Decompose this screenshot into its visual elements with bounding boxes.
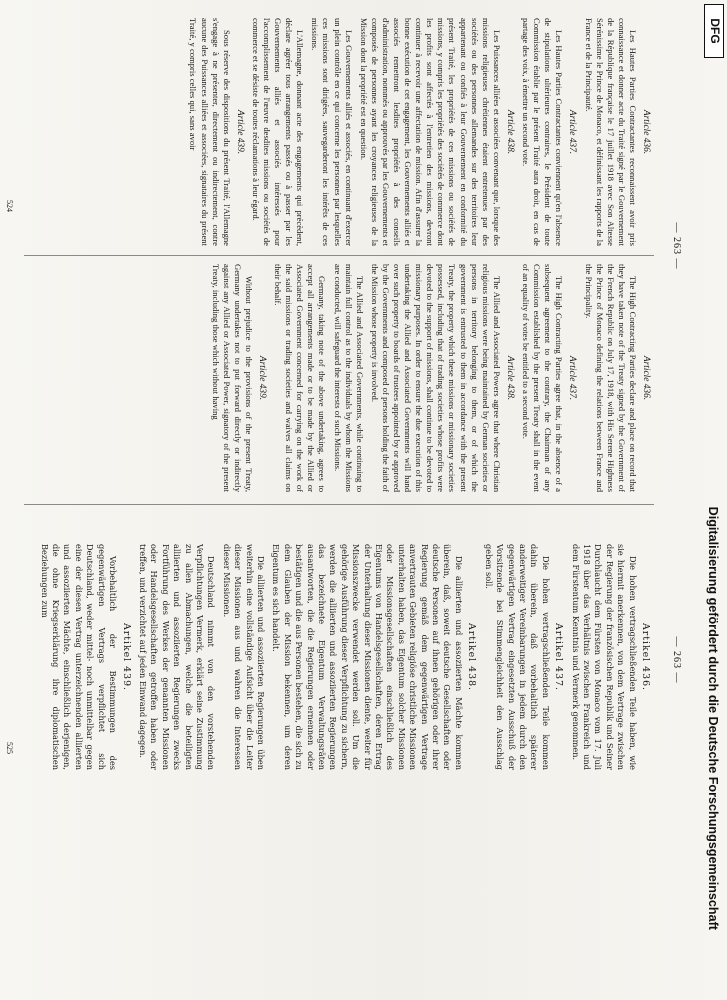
article-438-text3-fr: L'Allemagne, donnant acte des engagements qui précèdent, déclare agréer tous arrangements passés ou à passer par les Gouvernements alliés et associés intéressés pour l'accomplissement de l'œuvre desdites missions ou sociétés de commerce et se désiste de toutes réclamations à leur égard. <box>250 18 306 246</box>
article-439-text-en: Without prejudice to the provisions of the present Treaty, Germany undertakes not to put forward directly or indirectly against any Allied or Associated Power, signatory of the present Treaty, including those which without having <box>210 264 254 492</box>
digitization-credit <box>701 10 725 990</box>
article-436-heading-fr: Article 436. <box>641 109 651 155</box>
article-438-text-en: The Allied and Associated Powers agree that where Christian religious missions were being maintained by German societies or persons in territory belonging to them, or of which the government is entrusted to them in accordance with the present Treaty, the property which these missions or missionary societies possessed, including that of trading societies whose profits were devoted to the support of missions, shall continue to be devoted to missionary purposes. In order to ensure the due execution of this undertaking the Allied and Associated Governments will hand over such property to boards of trustees appointed by or approved by the Governments and composed of persons holding the faith of the Mission whose property is involved. <box>369 264 502 492</box>
article-436-text-fr: Les Hautes Parties Contractantes reconnaissent avoir pris connaissance et donner acte du Traité signé par le Gouvernement de la République française le 17 juillet 1918 avec Son Altesse Sérénissime le Prince de Monaco, et définissant les rapports de la France et de la Principauté. <box>583 18 638 246</box>
article-439-text-de: Vorbehaltlich der Bestimmungen des gegenwärtigen Vertrags verpflichtet sich Deutschland, weder mittel- noch unmittelbar gegen eine der diesen Vertrag unterzeichnenden alliierten und assoziierten Mächte, einschließlich derjenigen, die ohne Kriegserklärung ihre diplomatischen Beziehungen zum <box>39 544 119 770</box>
article-438-text-de: Die alliierten und assoziierten Mächte kommen überein, daß, soweit deutsche Gesellschaften oder deutsche Personen auf ihnen gehörigen oder ihrer Regierung gemäß dem gegenwärtigen Vertrage anvertrauten Gebieten religiöse christliche Missionen unterhalten haben, das Eigentum solcher Missionen oder Missionsgesellschaften einschließlich des Eigentums von Handelsgesellschaften, deren Ertrag der Unterhaltung dieser Missionen diente, weiter für Missionszwecke verwendet werden soll. Um die gehörige Ausführung dieser Verpflichtung zu sichern, werden die alliierten und assoziierten Regierungen das bezeichnete Eigentum Verwaltungsräten ausantworten, die die Regierungen ernennen oder bestätigen und die aus Personen bestehen, die sich zu dem Glauben der Mission bekennen, um deren Eigentum es sich handelt. <box>271 544 464 770</box>
page-number-right: — 263 — <box>671 636 682 684</box>
article-438-text3-en: Germany, taking note of the above undertaking, agrees to accept all arrangements made or to be made by the Allied or Associated Government concerned for carrying on the work of the said missions or trading societies and waives all claims on their behalf. <box>273 264 328 492</box>
article-438-heading-en: Article 438. <box>504 355 515 401</box>
article-439-heading-fr: Article 439. <box>234 109 245 155</box>
article-439-heading-de: Artikel 439. <box>120 622 132 692</box>
article-437-heading-en: Article 437. <box>567 355 578 401</box>
article-437-heading-de: Artikel 437. <box>553 622 565 692</box>
article-436-heading-de: Artikel 436. <box>640 622 651 692</box>
article-438-text-fr: Les Puissances alliées et associées convenant que, lorsque des missions religieuses chrétiennes étaient entretenues par des sociétés ou des personnes allemandes sur des territoires leur appartenant ou confiés à leur Gouvernement en conformité du présent Traité, les propriétés de ces missions ou sociétés de missions, y compris les propriétés des sociétés de commerce dont les profits sont affectés à l'entretien des missions, devront continuer à recevoir une affectation de mission. Afin d'assurer la bonne exécution de cet engagement, les Gouvernements alliés et associés remettront lesdites propriétés à des conseils d'administration, nommés ou approuvés par les Gouvernements et composés de personnes ayant les croyances religieuses de la Mission dont la propriété est en question. <box>358 18 502 246</box>
article-438-text3-de: Deutschland nimmt von den vorstehenden Verpflichtungen Vermerk, erklärt seine Zustimmung zu allen Abmachungen, welche die beteiligten alliierten und assoziierten Regierungen zwecks Fortführung des Werkes der genannten Missionen oder Handelsgesellschaften getroffen haben oder treffen, und verzichtet auf jeden Einwand dagegen. <box>137 544 217 770</box>
article-438-heading-de: Artikel 438. <box>466 622 478 692</box>
article-436-heading-en: Article 436. <box>641 355 651 401</box>
dfg-logo <box>704 4 724 58</box>
footer-number-left: 524 <box>5 200 14 212</box>
article-436-text-de: Die hohen vertragschließenden Teile haben, wie sie hiermit anerkennen, von dem Vertrage zwischen der Regierung der französischen Republik und Seiner Durchlaucht dem Fürsten von Monaco vom 17. Juli 1918 über das Verhältnis zwischen Frankreich und dem Fürstentum Kenntnis und Vermerk genommen. <box>570 544 638 770</box>
page-gutter <box>24 504 654 505</box>
english-column <box>16 264 656 492</box>
page-number-left: — 263 — <box>671 222 682 270</box>
footer-number-right: 525 <box>5 742 14 754</box>
article-437-text-en: The High Contracting Parties agree that, in the absence of a subsequent agreement to the contrary, the Chairman of any Commission established by the present Treaty shall in the event of an equality of votes be entitled to a second vote. <box>521 264 565 492</box>
article-436-text-en: The High Contracting Parties declare and place on record that they have taken note of the Treaty signed by the Government of the French Republic on July 17, 1918, with His Serene Highness the Prince of Monaco defining the relations between France and the Principality. <box>583 264 638 492</box>
column-divider <box>24 255 654 256</box>
french-column <box>16 18 656 246</box>
article-438-text2-fr: Les Gouvernements alliés et associés, en continuant d'exercer un plein contrôle en ce qui concerne les personnes par lesquelles ces missions sont dirigées, sauvegarderont les intérêts de ces missions. <box>310 18 354 246</box>
article-438-heading-fr: Article 438. <box>504 109 515 155</box>
article-438-text2-en: The Allied and Associated Governments, while continuing to maintain full control as to the individuals by whom the Missions are conducted, will safeguard the interests of such Missions. <box>332 264 365 492</box>
german-column <box>16 544 656 770</box>
article-439-heading-en: Article 439. <box>257 355 267 401</box>
article-437-text-fr: Les Hautes Parties Contractantes conviennent qu'en l'absence de stipulations ultérieures contraires, le Président de toute Commission établie par le présent Traité aura droit, en cas de partage des voix, à émettre un second vote. <box>521 18 565 246</box>
article-438-text2-de: Die alliierten und assoziierten Regierungen üben weiterhin eine vollständige Aufsicht über die Leiter dieser Missionen aus und wahren die Interessen dieser Missionen. <box>221 544 266 770</box>
article-439-text-fr: Sous réserve des dispositions du présent Traité, l'Allemagne s'engage à ne présenter, directement ou indirectement, contre aucune des Puissances alliées et associées, signataires du présent Traité, y compris celles qui, sans avoir <box>188 18 232 246</box>
digitization-caption: Digitalisierung gefördert durch die Deutsche Forschungsgemeinschaft <box>706 506 720 930</box>
dfg-logo-text: DFG <box>707 18 722 44</box>
article-437-heading-fr: Article 437. <box>567 109 578 155</box>
article-437-text-de: Die hohen vertragschließenden Teile kommen dahin überein, daß vorbehaltlich späterer anderweitiger Vereinbarungen in jedem durch den gegenwärtigen Vertrag eingesetzten Ausschuß der Vorsitzende bei Stimmengleichheit den Ausschlag geben soll. <box>483 544 551 770</box>
